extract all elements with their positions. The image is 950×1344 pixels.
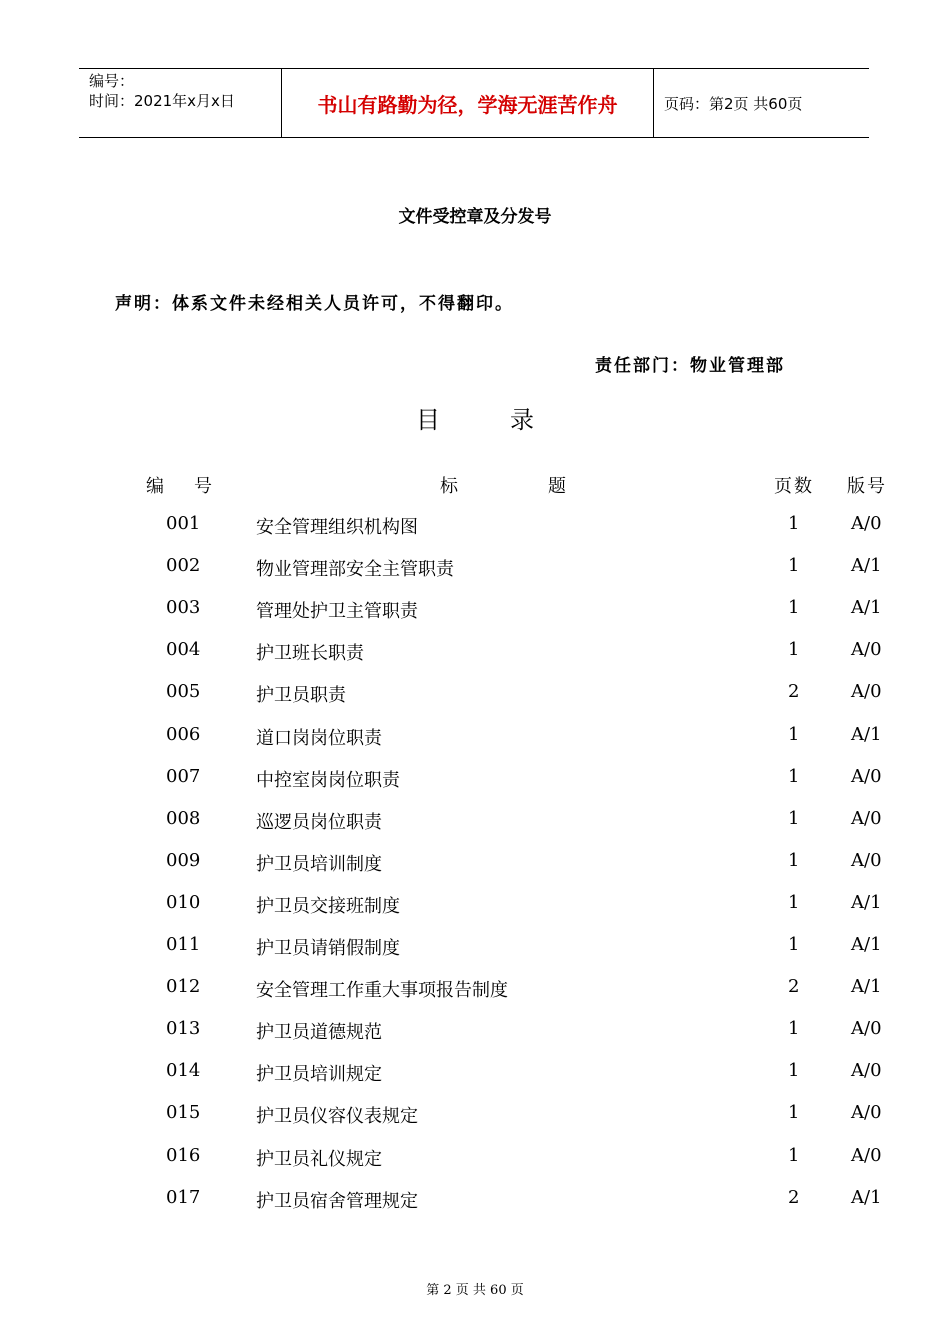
document-title: 文件受控章及分发号 xyxy=(398,207,552,227)
toc-row-code: 002 xyxy=(166,555,201,577)
toc-row-version: A/1 xyxy=(851,934,882,955)
header-meta xyxy=(79,69,281,137)
toc-row-code: 007 xyxy=(166,765,201,787)
department-text: 责任部门：物业管理部 xyxy=(595,356,785,376)
page-header xyxy=(79,68,869,138)
toc-row-code: 008 xyxy=(166,807,201,829)
toc-row xyxy=(0,808,950,838)
toc-row-pages: 1 xyxy=(788,1144,800,1166)
toc-title xyxy=(0,400,950,435)
toc-row-title: 巡逻员岗位职责 xyxy=(256,811,382,833)
toc-row-code: 013 xyxy=(166,1018,201,1040)
toc-row xyxy=(0,555,950,585)
toc-row-version: A/0 xyxy=(851,1018,882,1040)
header-code-label: 编号： xyxy=(89,72,135,90)
toc-header-code: 编号 xyxy=(146,476,242,497)
toc-row-title: 护卫员交接班制度 xyxy=(256,895,400,917)
toc-row-pages: 1 xyxy=(788,639,800,661)
statement-text: 声明：体系文件未经相关人员许可，不得翻印。 xyxy=(115,294,514,314)
toc-row-title: 安全管理工作重大事项报告制度 xyxy=(256,980,508,1002)
toc-row-code: 005 xyxy=(166,681,201,703)
toc-row-pages: 1 xyxy=(788,891,800,913)
toc-row-code: 009 xyxy=(166,849,201,871)
toc-row-pages: 2 xyxy=(788,1186,800,1208)
toc-row-version: A/1 xyxy=(851,976,882,998)
toc-row xyxy=(0,850,950,880)
toc-row-version: A/0 xyxy=(851,807,882,829)
toc-row xyxy=(0,724,950,754)
toc-row-version: A/0 xyxy=(851,849,882,871)
toc-row xyxy=(0,892,950,922)
toc-row-pages: 1 xyxy=(788,1018,800,1040)
toc-row-pages: 1 xyxy=(788,934,800,955)
toc-row-pages: 1 xyxy=(788,513,800,534)
toc-row-title: 护卫员宿舍管理规定 xyxy=(256,1190,418,1212)
toc-row xyxy=(0,1187,950,1217)
header-motto: 书山有路勤为径，学海无涯苦作舟 xyxy=(281,69,654,137)
toc-row-title: 护卫员培训制度 xyxy=(256,853,382,875)
toc-row-pages: 1 xyxy=(788,555,800,577)
toc-row-pages: 1 xyxy=(788,765,800,787)
toc-row-code: 010 xyxy=(166,891,201,913)
toc-row xyxy=(0,597,950,627)
toc-row xyxy=(0,976,950,1006)
toc-row-pages: 2 xyxy=(788,681,800,703)
toc-row-code: 006 xyxy=(166,723,201,745)
toc-row-version: A/1 xyxy=(851,555,882,577)
toc-row xyxy=(0,934,950,964)
toc-row-version: A/0 xyxy=(851,639,882,661)
toc-row-code: 012 xyxy=(166,976,201,998)
toc-row-title: 物业管理部安全主管职责 xyxy=(256,559,454,581)
page-footer: 第 2 页 共 60 页 xyxy=(426,1283,524,1298)
toc-row-title: 中控室岗岗位职责 xyxy=(256,769,400,791)
toc-row-code: 011 xyxy=(166,934,201,955)
toc-title-left: 目 xyxy=(416,406,440,434)
toc-row-code: 016 xyxy=(166,1144,201,1166)
toc-header-title: 标题 xyxy=(440,476,656,497)
toc-row xyxy=(0,1102,950,1132)
toc-row-code: 017 xyxy=(166,1186,201,1208)
toc-row-pages: 1 xyxy=(788,807,800,829)
toc-row-title: 护卫班长职责 xyxy=(256,643,364,665)
toc-row-code: 004 xyxy=(166,639,201,661)
toc-row-code: 015 xyxy=(166,1102,201,1124)
toc-row-title: 道口岗岗位职责 xyxy=(256,727,382,749)
toc-row-title: 护卫员职责 xyxy=(256,685,346,707)
toc-row-pages: 2 xyxy=(788,976,800,998)
toc-row-version: A/0 xyxy=(851,681,882,703)
toc-row-title: 护卫员礼仪规定 xyxy=(256,1148,382,1170)
toc-row-pages: 1 xyxy=(788,597,800,619)
toc-row xyxy=(0,639,950,669)
toc-row xyxy=(0,766,950,796)
toc-row xyxy=(0,681,950,711)
toc-row-title: 护卫员道德规范 xyxy=(256,1022,382,1044)
toc-row-code: 001 xyxy=(166,513,201,534)
toc-row-version: A/0 xyxy=(851,1144,882,1166)
toc-row-version: A/0 xyxy=(851,513,882,534)
toc-row-title: 安全管理组织机构图 xyxy=(256,517,418,538)
header-time-label: 时间：2021年x月x日 xyxy=(89,92,235,110)
toc-row-title: 护卫员培训规定 xyxy=(256,1064,382,1086)
toc-row xyxy=(0,1018,950,1048)
toc-row xyxy=(0,1145,950,1175)
toc-row-title: 管理处护卫主管职责 xyxy=(256,601,418,623)
toc-header-version: 版号 xyxy=(847,476,887,497)
toc-row-version: A/1 xyxy=(851,1186,882,1208)
toc-row-version: A/0 xyxy=(851,765,882,787)
header-page-label: 页码：第2页 共60页 xyxy=(664,94,803,113)
toc-row xyxy=(0,1060,950,1090)
toc-row-version: A/1 xyxy=(851,723,882,745)
toc-row-pages: 1 xyxy=(788,849,800,871)
toc-row-title: 护卫员仪容仪表规定 xyxy=(256,1106,418,1128)
toc-row-version: A/0 xyxy=(851,1102,882,1124)
toc-row-version: A/1 xyxy=(851,891,882,913)
toc-row-version: A/0 xyxy=(851,1060,882,1082)
toc-header-pages: 页数 xyxy=(774,476,814,497)
toc-row-pages: 1 xyxy=(788,1102,800,1124)
toc-row-code: 014 xyxy=(166,1060,201,1082)
toc-title-right: 录 xyxy=(510,406,534,434)
toc-row-pages: 1 xyxy=(788,723,800,745)
toc-row-version: A/1 xyxy=(851,597,882,619)
toc-row xyxy=(0,513,950,543)
toc-row-code: 003 xyxy=(166,597,201,619)
toc-row-title: 护卫员请销假制度 xyxy=(256,938,400,959)
toc-row-pages: 1 xyxy=(788,1060,800,1082)
